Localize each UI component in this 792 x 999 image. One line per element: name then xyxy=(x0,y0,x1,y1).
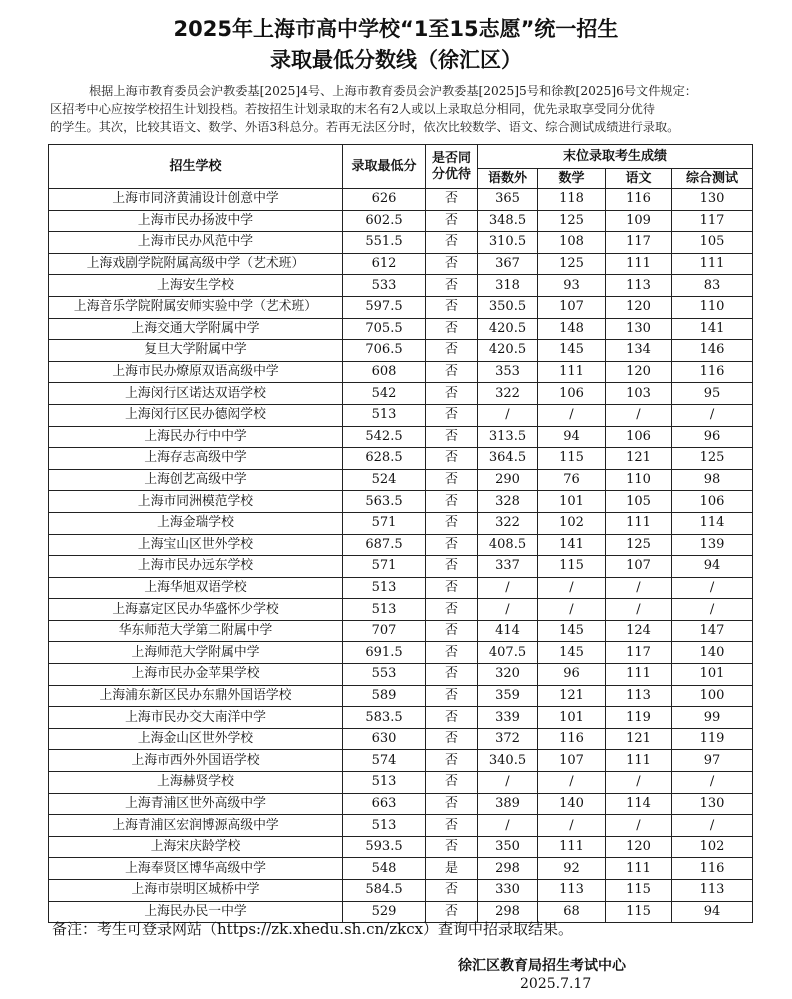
cell-priority: 否 xyxy=(426,599,478,621)
cell-school: 上海青浦区世外高级中学 xyxy=(49,793,343,815)
cell-comprehensive: / xyxy=(672,577,753,599)
cell-math: / xyxy=(538,577,606,599)
cell-math: / xyxy=(538,772,606,794)
cell-school: 上海民办民一中学 xyxy=(49,901,343,923)
cell-priority: 否 xyxy=(426,491,478,513)
cell-math: 125 xyxy=(538,253,606,275)
cell-math: 141 xyxy=(538,534,606,556)
cell-ysw: 364.5 xyxy=(478,448,538,470)
cell-priority: 是 xyxy=(426,858,478,880)
cell-min-score: 513 xyxy=(343,772,426,794)
cell-school: 上海安生学校 xyxy=(49,275,343,297)
cell-min-score: 524 xyxy=(343,469,426,491)
admission-score-table xyxy=(48,144,753,923)
table-row xyxy=(49,642,753,664)
table-row xyxy=(49,296,753,318)
cell-chinese: 119 xyxy=(606,707,672,729)
cell-school: 上海嘉定区民办华盛怀少学校 xyxy=(49,599,343,621)
cell-comprehensive: 141 xyxy=(672,318,753,340)
cell-chinese: 106 xyxy=(606,426,672,448)
cell-comprehensive: 119 xyxy=(672,728,753,750)
table-row xyxy=(49,599,753,621)
cell-math: 101 xyxy=(538,491,606,513)
cell-priority: 否 xyxy=(426,296,478,318)
cell-comprehensive: 98 xyxy=(672,469,753,491)
cell-math: 96 xyxy=(538,664,606,686)
cell-min-score: 705.5 xyxy=(343,318,426,340)
cell-comprehensive: 114 xyxy=(672,512,753,534)
cell-chinese: 111 xyxy=(606,750,672,772)
cell-comprehensive: / xyxy=(672,404,753,426)
cell-ysw: 359 xyxy=(478,685,538,707)
cell-school: 上海市崇明区城桥中学 xyxy=(49,880,343,902)
cell-min-score: 687.5 xyxy=(343,534,426,556)
cell-ysw: 298 xyxy=(478,858,538,880)
cell-ysw: 320 xyxy=(478,664,538,686)
cell-school: 上海师范大学附属中学 xyxy=(49,642,343,664)
cell-math: / xyxy=(538,815,606,837)
cell-chinese: 107 xyxy=(606,556,672,578)
table-row xyxy=(49,685,753,707)
cell-chinese: 111 xyxy=(606,858,672,880)
cell-chinese: 111 xyxy=(606,664,672,686)
cell-min-score: 707 xyxy=(343,620,426,642)
table-row xyxy=(49,556,753,578)
cell-min-score: 691.5 xyxy=(343,642,426,664)
table-row xyxy=(49,189,753,211)
cell-school: 上海市民办交大南洋中学 xyxy=(49,707,343,729)
cell-school: 上海金山区世外学校 xyxy=(49,728,343,750)
cell-school: 上海市同洲模范学校 xyxy=(49,491,343,513)
cell-comprehensive: 99 xyxy=(672,707,753,729)
cell-ysw: 322 xyxy=(478,383,538,405)
cell-min-score: 513 xyxy=(343,404,426,426)
table-row xyxy=(49,534,753,556)
page-title: 2025年上海市高中学校“1至15志愿”统一招生 xyxy=(173,17,619,41)
cell-chinese: 113 xyxy=(606,275,672,297)
cell-chinese: 115 xyxy=(606,880,672,902)
cell-ysw: 367 xyxy=(478,253,538,275)
cell-school: 上海青浦区宏润博源高级中学 xyxy=(49,815,343,837)
cell-math: 113 xyxy=(538,880,606,902)
cell-ysw: 420.5 xyxy=(478,340,538,362)
table-row xyxy=(49,750,753,772)
cell-min-score: 571 xyxy=(343,512,426,534)
cell-comprehensive: 94 xyxy=(672,901,753,923)
table-row xyxy=(49,275,753,297)
cell-priority: 否 xyxy=(426,793,478,815)
cell-comprehensive: 130 xyxy=(672,189,753,211)
cell-school: 上海闵行区诺达双语学校 xyxy=(49,383,343,405)
cell-comprehensive: 117 xyxy=(672,210,753,232)
table-row xyxy=(49,469,753,491)
cell-comprehensive: 125 xyxy=(672,448,753,470)
cell-ysw: 414 xyxy=(478,620,538,642)
cell-school: 上海宝山区世外学校 xyxy=(49,534,343,556)
cell-math: 94 xyxy=(538,426,606,448)
cell-comprehensive: 110 xyxy=(672,296,753,318)
cell-min-score: 597.5 xyxy=(343,296,426,318)
cell-school: 上海创艺高级中学 xyxy=(49,469,343,491)
cell-priority: 否 xyxy=(426,275,478,297)
cell-min-score: 584.5 xyxy=(343,880,426,902)
cell-comprehensive: 96 xyxy=(672,426,753,448)
cell-comprehensive: 100 xyxy=(672,685,753,707)
cell-ysw: 322 xyxy=(478,512,538,534)
table-row xyxy=(49,512,753,534)
table-row xyxy=(49,815,753,837)
cell-chinese: 120 xyxy=(606,836,672,858)
cell-ysw: 407.5 xyxy=(478,642,538,664)
table-row xyxy=(49,880,753,902)
table-row xyxy=(49,448,753,470)
cell-priority: 否 xyxy=(426,880,478,902)
cell-ysw: 330 xyxy=(478,880,538,902)
cell-priority: 否 xyxy=(426,426,478,448)
cell-school: 上海闵行区民办德闳学校 xyxy=(49,404,343,426)
cell-math: 111 xyxy=(538,361,606,383)
cell-chinese: 124 xyxy=(606,620,672,642)
cell-priority: 否 xyxy=(426,901,478,923)
cell-school: 上海民办行中中学 xyxy=(49,426,343,448)
cell-min-score: 630 xyxy=(343,728,426,750)
cell-math: 106 xyxy=(538,383,606,405)
cell-comprehensive: 102 xyxy=(672,836,753,858)
cell-math: 145 xyxy=(538,340,606,362)
cell-priority: 否 xyxy=(426,556,478,578)
cell-ysw: / xyxy=(478,772,538,794)
cell-priority: 否 xyxy=(426,620,478,642)
cell-chinese: / xyxy=(606,772,672,794)
cell-comprehensive: 116 xyxy=(672,858,753,880)
cell-ysw: 328 xyxy=(478,491,538,513)
table-row xyxy=(49,383,753,405)
cell-chinese: 130 xyxy=(606,318,672,340)
cell-priority: 否 xyxy=(426,707,478,729)
intro-line-3: 的学生。其次，比较其语文、数学、外语3科总分。若再无法区分时，依次比较数学、语文、综合测试成绩进行录取。 xyxy=(50,120,680,134)
cell-school: 复旦大学附属中学 xyxy=(49,340,343,362)
cell-chinese: 116 xyxy=(606,189,672,211)
header-priority-line1: 是否同 xyxy=(431,150,471,166)
cell-ysw: 408.5 xyxy=(478,534,538,556)
cell-comprehensive: 147 xyxy=(672,620,753,642)
header-school: 招生学校 xyxy=(49,145,343,189)
header-chinese: 语文 xyxy=(606,169,672,189)
cell-ysw: 365 xyxy=(478,189,538,211)
cell-math: 76 xyxy=(538,469,606,491)
cell-chinese: 121 xyxy=(606,448,672,470)
cell-priority: 否 xyxy=(426,404,478,426)
table-row xyxy=(49,318,753,340)
cell-priority: 否 xyxy=(426,772,478,794)
table-body xyxy=(49,189,753,923)
cell-math: 102 xyxy=(538,512,606,534)
cell-chinese: 134 xyxy=(606,340,672,362)
cell-priority: 否 xyxy=(426,534,478,556)
cell-school: 上海市西外外国语学校 xyxy=(49,750,343,772)
cell-school: 上海市民办燎原双语高级中学 xyxy=(49,361,343,383)
cell-priority: 否 xyxy=(426,448,478,470)
cell-comprehensive: 146 xyxy=(672,340,753,362)
cell-comprehensive: 106 xyxy=(672,491,753,513)
cell-math: 107 xyxy=(538,750,606,772)
cell-comprehensive: 113 xyxy=(672,880,753,902)
cell-ysw: / xyxy=(478,815,538,837)
cell-min-score: 513 xyxy=(343,599,426,621)
cell-priority: 否 xyxy=(426,253,478,275)
cell-ysw: 298 xyxy=(478,901,538,923)
cell-school: 上海宋庆龄学校 xyxy=(49,836,343,858)
cell-priority: 否 xyxy=(426,685,478,707)
cell-min-score: 571 xyxy=(343,556,426,578)
cell-min-score: 574 xyxy=(343,750,426,772)
cell-min-score: 593.5 xyxy=(343,836,426,858)
cell-min-score: 513 xyxy=(343,815,426,837)
cell-comprehensive: 116 xyxy=(672,361,753,383)
cell-ysw: 340.5 xyxy=(478,750,538,772)
header-priority xyxy=(426,145,478,189)
intro-line-1: 根据上海市教育委员会沪教委基[2025]4号、上海市教育委员会沪教委基[2025]5号和徐教[2025]6号文件规定： xyxy=(89,84,697,98)
cell-chinese: 111 xyxy=(606,512,672,534)
cell-min-score: 529 xyxy=(343,901,426,923)
cell-ysw: 318 xyxy=(478,275,538,297)
header-comprehensive: 综合测试 xyxy=(672,169,753,189)
cell-ysw: 420.5 xyxy=(478,318,538,340)
table-row xyxy=(49,404,753,426)
cell-math: 121 xyxy=(538,685,606,707)
cell-math: 107 xyxy=(538,296,606,318)
cell-chinese: / xyxy=(606,815,672,837)
table-row xyxy=(49,664,753,686)
cell-min-score: 553 xyxy=(343,664,426,686)
cell-school: 上海华旭双语学校 xyxy=(49,577,343,599)
header-ysw: 语数外 xyxy=(478,169,538,189)
cell-chinese: 121 xyxy=(606,728,672,750)
cell-school: 上海交通大学附属中学 xyxy=(49,318,343,340)
table-row xyxy=(49,728,753,750)
cell-ysw: 372 xyxy=(478,728,538,750)
cell-priority: 否 xyxy=(426,512,478,534)
table-row xyxy=(49,340,753,362)
cell-school: 上海戏剧学院附属高级中学（艺术班） xyxy=(49,253,343,275)
cell-comprehensive: 101 xyxy=(672,664,753,686)
table-row xyxy=(49,361,753,383)
cell-priority: 否 xyxy=(426,232,478,254)
cell-math: 92 xyxy=(538,858,606,880)
cell-priority: 否 xyxy=(426,577,478,599)
cell-ysw: 348.5 xyxy=(478,210,538,232)
cell-chinese: 117 xyxy=(606,232,672,254)
cell-ysw: / xyxy=(478,404,538,426)
cell-comprehensive: / xyxy=(672,772,753,794)
cell-chinese: 120 xyxy=(606,296,672,318)
cell-min-score: 533 xyxy=(343,275,426,297)
issuing-organization: 徐汇区教育局招生考试中心 xyxy=(458,958,626,974)
cell-min-score: 626 xyxy=(343,189,426,211)
cell-min-score: 513 xyxy=(343,577,426,599)
cell-math: 93 xyxy=(538,275,606,297)
table-row xyxy=(49,793,753,815)
cell-school: 上海市同济黄浦设计创意中学 xyxy=(49,189,343,211)
cell-priority: 否 xyxy=(426,340,478,362)
cell-comprehensive: 105 xyxy=(672,232,753,254)
cell-min-score: 583.5 xyxy=(343,707,426,729)
cell-math: 145 xyxy=(538,642,606,664)
cell-min-score: 663 xyxy=(343,793,426,815)
cell-ysw: 313.5 xyxy=(478,426,538,448)
cell-comprehensive: 83 xyxy=(672,275,753,297)
cell-chinese: 110 xyxy=(606,469,672,491)
cell-ysw: 389 xyxy=(478,793,538,815)
cell-priority: 否 xyxy=(426,642,478,664)
cell-ysw: 310.5 xyxy=(478,232,538,254)
cell-min-score: 542.5 xyxy=(343,426,426,448)
cell-math: 115 xyxy=(538,556,606,578)
cell-school: 上海市民办风范中学 xyxy=(49,232,343,254)
cell-priority: 否 xyxy=(426,189,478,211)
intro-line-2: 区招考中心应按学校招生计划投档。若按招生计划录取的末名有2人或以上录取总分相同，优先录取享受同分优待 xyxy=(50,102,655,116)
cell-math: 111 xyxy=(538,836,606,858)
cell-ysw: 350.5 xyxy=(478,296,538,318)
cell-min-score: 589 xyxy=(343,685,426,707)
cell-comprehensive: 95 xyxy=(672,383,753,405)
header-last-admitted: 末位录取考生成绩 xyxy=(478,145,753,169)
cell-chinese: 105 xyxy=(606,491,672,513)
cell-school: 上海金瑞学校 xyxy=(49,512,343,534)
cell-min-score: 551.5 xyxy=(343,232,426,254)
cell-min-score: 548 xyxy=(343,858,426,880)
table-row xyxy=(49,707,753,729)
cell-chinese: 114 xyxy=(606,793,672,815)
footer-note: 备注：考生可登录网站（https://zk.xhedu.sh.cn/zkcx）查询中招录取结果。 xyxy=(52,920,574,938)
cell-priority: 否 xyxy=(426,750,478,772)
cell-priority: 否 xyxy=(426,318,478,340)
cell-ysw: 290 xyxy=(478,469,538,491)
cell-school: 上海奉贤区博华高级中学 xyxy=(49,858,343,880)
cell-priority: 否 xyxy=(426,361,478,383)
table-row xyxy=(49,772,753,794)
cell-min-score: 608 xyxy=(343,361,426,383)
table-row xyxy=(49,232,753,254)
cell-ysw: / xyxy=(478,599,538,621)
cell-priority: 否 xyxy=(426,210,478,232)
cell-ysw: / xyxy=(478,577,538,599)
table-row xyxy=(49,620,753,642)
cell-comprehensive: 111 xyxy=(672,253,753,275)
cell-min-score: 706.5 xyxy=(343,340,426,362)
cell-ysw: 353 xyxy=(478,361,538,383)
cell-school: 上海市民办扬波中学 xyxy=(49,210,343,232)
cell-min-score: 602.5 xyxy=(343,210,426,232)
cell-priority: 否 xyxy=(426,383,478,405)
header-min-score: 录取最低分 xyxy=(343,145,426,189)
cell-math: / xyxy=(538,404,606,426)
table-row xyxy=(49,836,753,858)
cell-comprehensive: 94 xyxy=(672,556,753,578)
table-row xyxy=(49,210,753,232)
cell-chinese: 115 xyxy=(606,901,672,923)
cell-chinese: / xyxy=(606,577,672,599)
cell-school: 上海浦东新区民办东鼎外国语学校 xyxy=(49,685,343,707)
issue-date: 2025.7.17 xyxy=(520,976,592,992)
cell-chinese: 117 xyxy=(606,642,672,664)
cell-chinese: / xyxy=(606,404,672,426)
table-row xyxy=(49,577,753,599)
cell-comprehensive: / xyxy=(672,599,753,621)
cell-school: 上海音乐学院附属安师实验中学（艺术班） xyxy=(49,296,343,318)
cell-math: 125 xyxy=(538,210,606,232)
cell-math: 145 xyxy=(538,620,606,642)
cell-math: / xyxy=(538,599,606,621)
cell-ysw: 339 xyxy=(478,707,538,729)
cell-math: 101 xyxy=(538,707,606,729)
cell-min-score: 612 xyxy=(343,253,426,275)
header-math: 数学 xyxy=(538,169,606,189)
cell-min-score: 563.5 xyxy=(343,491,426,513)
cell-chinese: 125 xyxy=(606,534,672,556)
cell-chinese: 120 xyxy=(606,361,672,383)
cell-ysw: 337 xyxy=(478,556,538,578)
cell-school: 上海存志高级中学 xyxy=(49,448,343,470)
cell-math: 108 xyxy=(538,232,606,254)
table-row xyxy=(49,426,753,448)
cell-school: 上海市民办远东学校 xyxy=(49,556,343,578)
cell-comprehensive: / xyxy=(672,815,753,837)
table-row xyxy=(49,253,753,275)
cell-min-score: 542 xyxy=(343,383,426,405)
cell-school: 上海赫贤学校 xyxy=(49,772,343,794)
cell-school: 华东师范大学第二附属中学 xyxy=(49,620,343,642)
cell-math: 68 xyxy=(538,901,606,923)
cell-priority: 否 xyxy=(426,664,478,686)
cell-chinese: 109 xyxy=(606,210,672,232)
cell-priority: 否 xyxy=(426,815,478,837)
cell-comprehensive: 140 xyxy=(672,642,753,664)
cell-priority: 否 xyxy=(426,469,478,491)
cell-math: 140 xyxy=(538,793,606,815)
cell-math: 116 xyxy=(538,728,606,750)
cell-comprehensive: 139 xyxy=(672,534,753,556)
cell-math: 115 xyxy=(538,448,606,470)
header-priority-line2: 分优待 xyxy=(431,166,471,182)
cell-school: 上海市民办金苹果学校 xyxy=(49,664,343,686)
cell-priority: 否 xyxy=(426,728,478,750)
cell-comprehensive: 130 xyxy=(672,793,753,815)
cell-min-score: 628.5 xyxy=(343,448,426,470)
cell-priority: 否 xyxy=(426,836,478,858)
cell-math: 118 xyxy=(538,189,606,211)
cell-chinese: 103 xyxy=(606,383,672,405)
cell-comprehensive: 97 xyxy=(672,750,753,772)
cell-math: 148 xyxy=(538,318,606,340)
table-row xyxy=(49,491,753,513)
table-row xyxy=(49,858,753,880)
cell-chinese: / xyxy=(606,599,672,621)
cell-ysw: 350 xyxy=(478,836,538,858)
page-subtitle: 录取最低分数线（徐汇区） xyxy=(270,48,522,72)
cell-chinese: 113 xyxy=(606,685,672,707)
cell-chinese: 111 xyxy=(606,253,672,275)
